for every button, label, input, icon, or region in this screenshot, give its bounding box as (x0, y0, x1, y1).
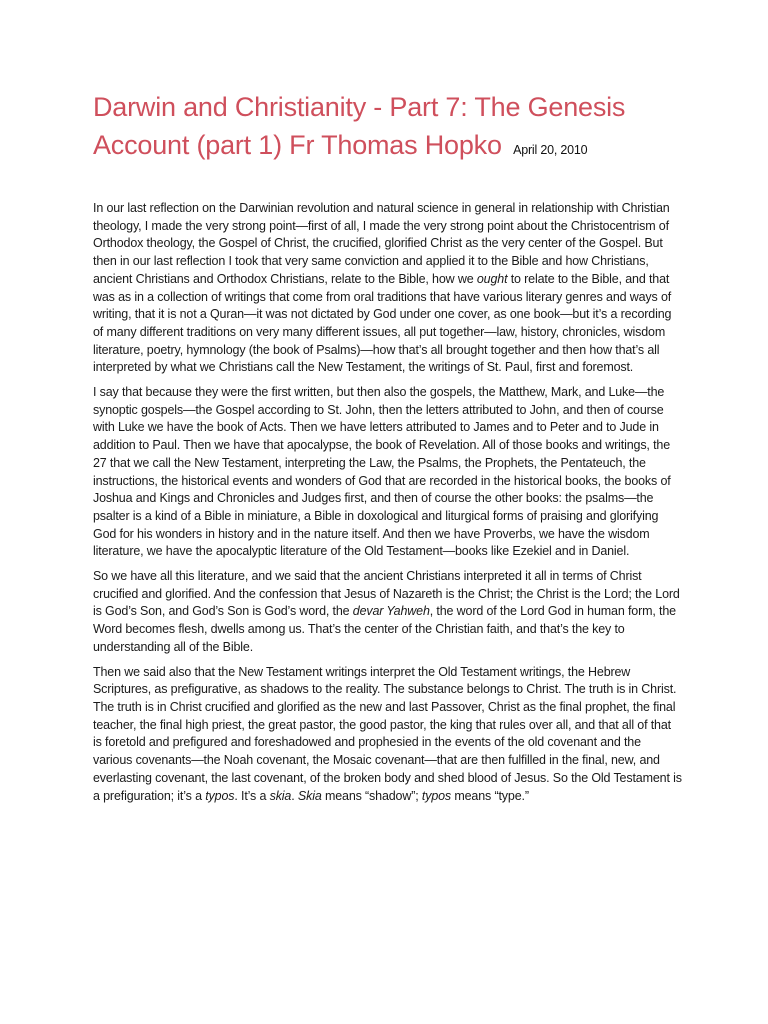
text-run: means “shadow”; (321, 788, 422, 803)
text-run: to relate to the Bible, and that was as in a collection of writings that come from oral traditions that have various literary genres and ways of writing, that it is not a Quran—it was not dictated by God under one cover, as one book—but it’s a recording of many different traditions on very many different issues, all put together—law, history, chronicles, wisdom literature, poetry, hymnology (the book of Psalms)—how that’s all brought together and then how that’s all interpreted by what we Christians call the New Testament, the writings of St. Paul, first and foremost. (93, 271, 672, 375)
text-run: , the word of the Lord God in human form, the Word becomes flesh, dwells among us. That’s the center of the Christian faith, and that’s the key to understanding all of the Bible. (93, 604, 676, 654)
paragraph (93, 200, 683, 377)
italic-term: typos (205, 788, 235, 803)
document-date: April 20, 2010 (513, 143, 588, 157)
title-text: Darwin and Christianity - Part 7: The Genesis Account (part 1) Fr Thomas Hopko (93, 92, 626, 160)
text-run: In our last reflection on the Darwinian revolution and natural science in general in relationship with Christian theology, I made the very strong point—first of all, I made the very strong point about the Christocentrism of Orthodox theology, the Gospel of Christ, the crucified, glorified Christ as the very center of the Gospel. But then in our last reflection I took that very same conviction and applied it to the Bible and how Christians, ancient Christians and Orthodox Christians, relate to the Bible, how we (93, 201, 670, 286)
text-run: Then we said also that the New Testament writings interpret the Old Testament writings, the Hebrew Scriptures, as prefigurative, as shadows to the reality. The substance belongs to Christ. The truth is in Christ. The truth is in Christ crucified and glorified as the new and last Passover, Christ as the final prophet, the final teacher, the final high priest, the great pastor, the good pastor, the king that rules over all, and that all of that is foretold and prefigured and foreshadowed and prophesied in the events of the old covenant and the various covenants—the Noah covenant, the Mosaic covenant—that are then fulfilled in the final, new, and everlasting covenant, the last covenant, of the broken body and shed blood of Jesus. So the Old Testament is a prefiguration; it’s a (93, 664, 682, 803)
paragraph (93, 568, 683, 657)
text-run: So we have all this literature, and we said that the ancient Christians interpreted it all in terms of Christ crucified and glorified. And the confession that Jesus of Nazareth is the Christ; the Christ is the Lord; the Lord is God’s Son, and God’s Son is God’s word, the (93, 569, 680, 619)
paragraph (93, 664, 683, 806)
text-run: I say that because they were the first written, but then also the gospels, the Matthew, Mark, and Luke—the synoptic gospels—the Gospel according to St. John, then the letters attributed to John, and then of course with Luke we have the book of Acts. Then we have letters attributed to James and to Peter and to Jude in addition to Paul. Then we have that apocalypse, the book of Revelation. All of those books and writings, the 27 that we call the New Testament, interpreting the Law, the Psalms, the Prophets, the Pentateuch, the instructions, the historical events and wonders of God that are recorded in the historical books, the books of Joshua and Kings and Chronicles and Judges first, and then of course the other books: the psalms—the psalter is a kind of a Bible in miniature, a Bible in doxological and liturgical forms of praising and glorifying God for his wonders in history and in the nature itself. And then we have Proverbs, we have the wisdom literature, we have the apocalyptic literature of the Old Testament—books like Ezekiel and in Daniel. (93, 385, 671, 559)
document-page (93, 88, 683, 812)
italic-term: typos (421, 788, 452, 803)
italic-term: Skia (297, 788, 322, 803)
italic-term: skia (269, 788, 292, 803)
text-run: means “type.” (451, 788, 529, 803)
text-run: . It’s a (234, 788, 270, 803)
text-run: . (291, 788, 298, 803)
document-body (93, 200, 683, 805)
document-title (93, 88, 683, 169)
italic-term: ought (476, 271, 508, 286)
paragraph (93, 384, 683, 561)
italic-term: devar Yahweh (352, 604, 430, 619)
